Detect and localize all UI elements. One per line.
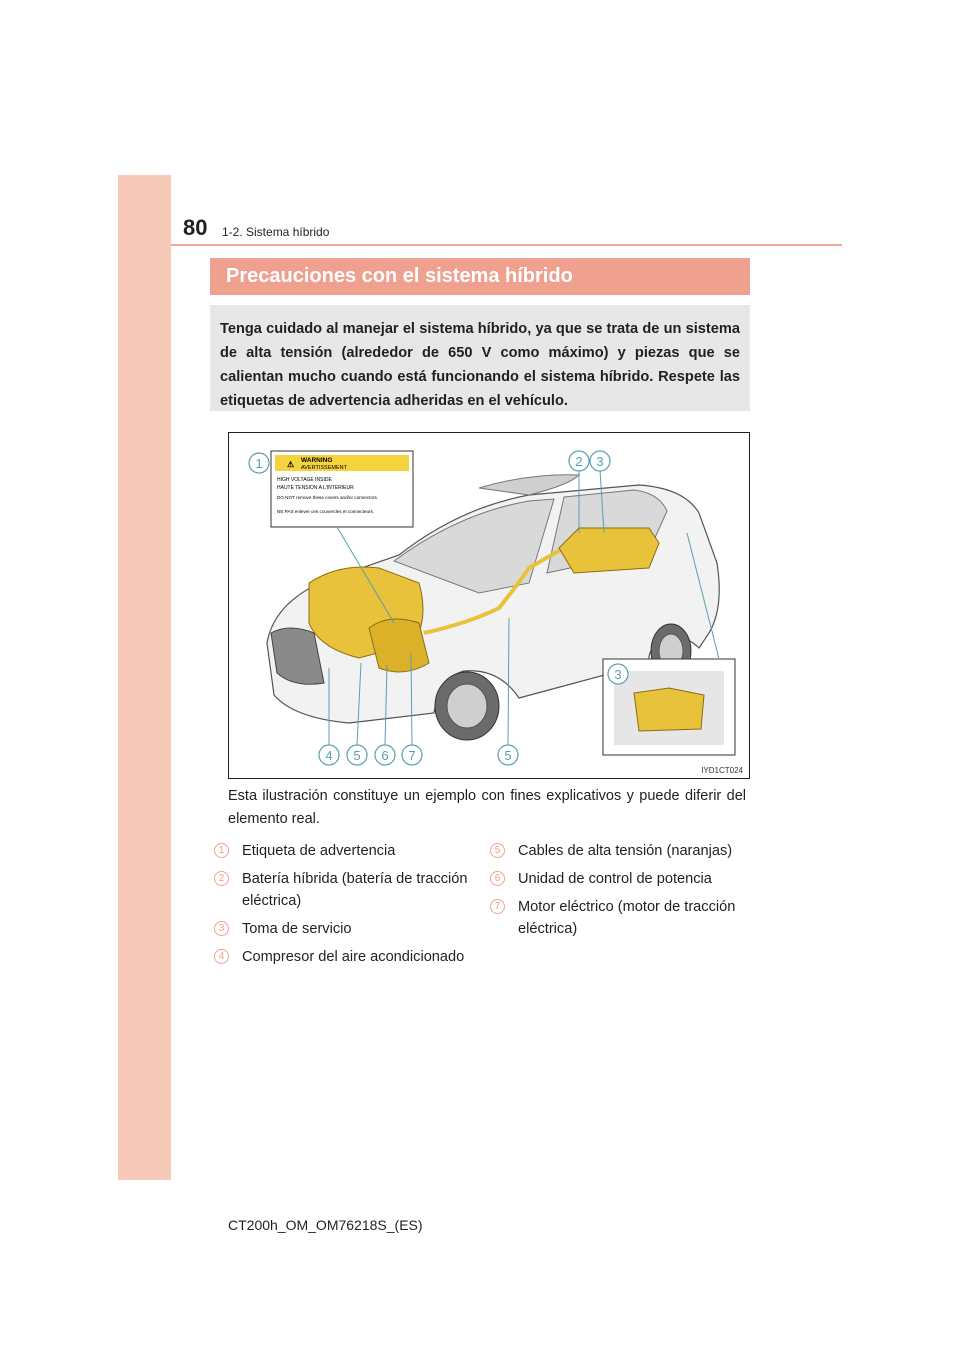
legend-num-5: 5: [490, 843, 505, 858]
warning-title-1: WARNING: [301, 457, 333, 464]
heading-title: Precauciones con el sistema híbrido: [226, 265, 573, 287]
side-band: [118, 175, 171, 1180]
legend-text-6: Unidad de control de potencia: [518, 871, 712, 887]
callout-1: [249, 453, 269, 473]
warning-line-1: HIGH VOLTAGE INSIDE: [277, 477, 332, 483]
legend-text-5: Cables de alta tensión (naranjas): [518, 843, 733, 859]
callout-4: [319, 745, 339, 765]
callout-2: [569, 451, 589, 471]
top-rule: [171, 244, 842, 246]
footer-code: CT200h_OM_OM76218S_(ES): [228, 1217, 423, 1233]
callout-3b: [608, 664, 628, 684]
legend-num-6: 6: [490, 871, 505, 886]
warning-line-4: NE PAS enlever ces couvercles et connecteurs.: [277, 509, 375, 514]
callout-5b: [498, 745, 518, 765]
intro-box: [210, 305, 750, 411]
svg-text:⚠: ⚠: [287, 460, 295, 469]
heading-band: [210, 258, 750, 295]
warning-line-2: HAUTE TENSION A L'INTERIEUR: [277, 485, 354, 491]
callout-3a: [590, 451, 610, 471]
legend-text-1: Etiqueta de advertencia: [242, 843, 396, 859]
figure-caption: Esta ilustración constituye un ejemplo con fines explicativos y puede diferir del elemento real.: [228, 788, 746, 827]
legend-text-7: Motor eléctrico (motor de tracción eléctrica): [518, 899, 736, 937]
callout-2-label: 2: [575, 454, 583, 469]
legend-text-2: Batería híbrida (batería de tracción eléctrica): [242, 871, 468, 909]
callout-5a-label: 5: [353, 748, 361, 763]
callout-7: [402, 745, 422, 765]
callout-3b-label: 3: [614, 667, 622, 682]
hybrid-system-figure: [228, 432, 750, 779]
figure-code: IYD1CT024: [701, 766, 743, 775]
callout-5a: [347, 745, 367, 765]
callout-1-label: 1: [255, 456, 263, 471]
legend-num-2: 2: [214, 871, 229, 886]
callout-5b-label: 5: [504, 748, 512, 763]
warning-title-2: AVERTISSEMENT: [301, 465, 347, 471]
callout-7-label: 7: [408, 748, 416, 763]
legend-num-4: 4: [214, 949, 229, 964]
section-label: 1-2. Sistema híbrido: [222, 225, 330, 239]
callout-6: [375, 745, 395, 765]
car-illustration: [229, 433, 749, 778]
legend-text-4: Compresor del aire acondicionado: [242, 949, 465, 965]
callout-4-label: 4: [325, 748, 333, 763]
warning-line-3: DO NOT remove these covers and/or connectors.: [277, 495, 379, 500]
legend-text-3: Toma de servicio: [242, 921, 352, 937]
legend-num-1: 1: [214, 843, 229, 858]
legend-num-7: 7: [490, 899, 505, 914]
callout-3a-label: 3: [596, 454, 604, 469]
legend-num-3: 3: [214, 921, 229, 936]
callout-6-label: 6: [381, 748, 389, 763]
page-number: 80: [183, 215, 208, 240]
intro-text: Tenga cuidado al manejar el sistema híbrido, ya que se trata de un sistema de alta tensión (alrededor de 650 V como máximo) y piezas que se calientan mucho cuando está funcionando el sistema híbrido. Respete las etiquetas de advertencia adheridas en el vehículo.: [220, 321, 740, 409]
